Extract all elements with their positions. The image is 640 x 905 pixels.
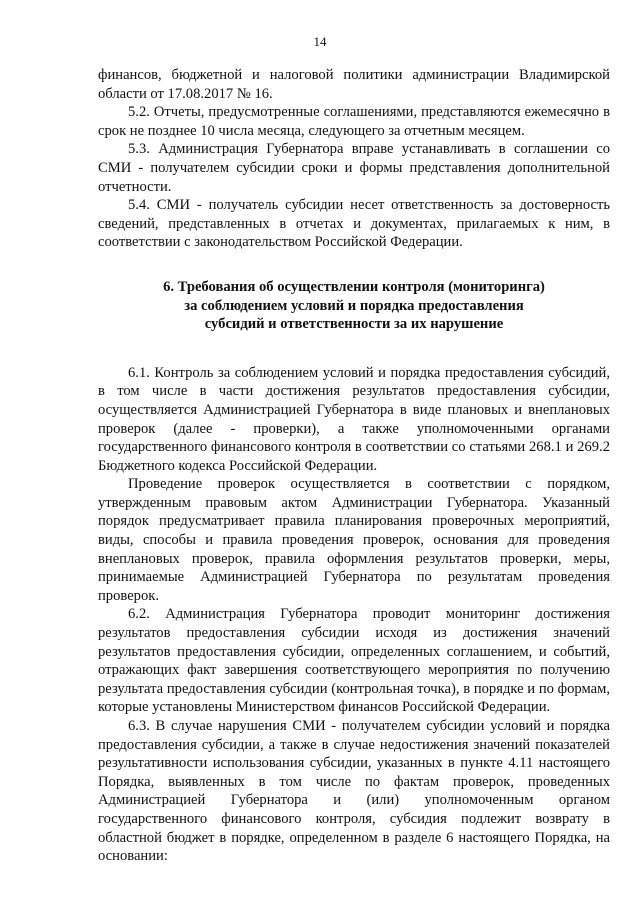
paragraph-inspection-procedure: Проведение проверок осуществляется в соответствии с порядком, утвержденным правовым актом Администрации Губернатора. Указанный порядок предусматривает правила планирования проверочных мероприятий, виды, способы и правила проведения проверок, основания для проведения внеплановых проверок, правила оформления результатов проверки, меры, принимаемые Администрацией Губернатора по результатам проведения проверок. [98,476,610,604]
section-heading-line: субсидий и ответственности за их нарушение [204,316,504,333]
section-heading-line: за соблюдением условий и порядка предоставления [184,297,524,314]
paragraph-continuation: финансов, бюджетной и налоговой политики администрации Владимирской области от 17.08.2017 № 16. [98,67,610,102]
section-heading [98,278,610,334]
paragraph-5-3: 5.3. Администрация Губернатора вправе устанавливать в соглашении со СМИ - получателем субсидии сроки и формы представления дополнительной отчетности. [98,141,610,195]
page-number: 14 [313,34,327,49]
paragraph-6-3: 6.3. В случае нарушения СМИ - получателем субсидии условий и порядка предоставления субсидии, а также в случае недостижения значений показателей результативности использования субсидии, указанных в пункте 4.11 настоящего Порядка, выявленных в том числе по фактам проверок, проведенных Администрацией Губернатора и (или) уполномоченным органом государственного финансового контроля, субсидия подлежит возврату в областной бюджет в порядке, определенном в разделе 6 настоящего Порядка, на основании: [98,718,610,865]
paragraph-5-4: 5.4. СМИ - получатель субсидии несет ответственность за достоверность сведений, представленных в отчетах и документах, прилагаемых к ним, в соответствии с законодательством Российской Федерации. [98,197,610,251]
document-body [98,66,610,866]
paragraph-6-1: 6.1. Контроль за соблюдением условий и порядка предоставления субсидий, в том числе в части достижения результатов предоставления субсидии, осуществляется Администрацией Губернатора в виде плановых и внеплановых проверок (далее - проверки), а также уполномоченными органами государственного финансового контроля в соответствии со статьями 268.1 и 269.2 Бюджетного кодекса Российской Федерации. [98,364,610,474]
paragraph-6-2: 6.2. Администрация Губернатора проводит мониторинг достижения результатов предоставления субсидии исходя из достижения значений результатов предоставления субсидии, определенных соглашением, и событий, отражающих факт завершения соответствующего мероприятия по получению результата предоставления субсидии (контрольная точка), в порядке и по формам, которые установлены Министерством финансов Российской Федерации. [98,606,610,716]
section-heading-line: 6. Требования об осуществлении контроля (мониторинга) [163,278,545,295]
paragraph-5-2: 5.2. Отчеты, предусмотренные соглашениями, представляются ежемесячно в срок не позднее 10 числа месяца, следующего за отчетным месяцем. [98,104,610,139]
